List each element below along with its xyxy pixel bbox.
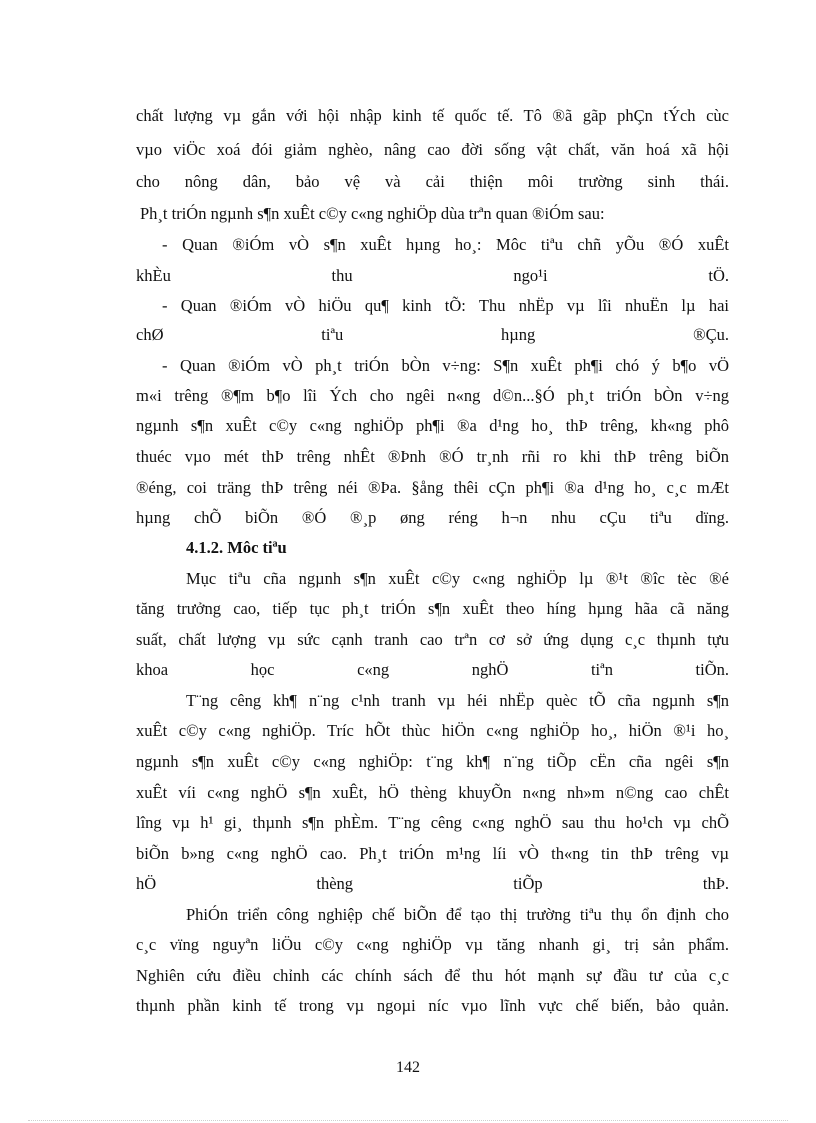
text-line: - Quan ®iÓm vÒ ph¸t triÓn bÒn v÷ng: S¶n xuÊt ph¶i chó ý b¶o vÖ — [162, 356, 729, 375]
text-line: c¸c vïng nguyªn liÖu c©y c«ng nghiÖp vµ tăng nhanh gi¸ trị sản phẩm. — [136, 935, 729, 954]
text-line: - Quan ®iÓm vÒ s¶n xuÊt hµng ho¸: Môc tiªu chñ yÕu ®Ó xuÊt — [162, 235, 729, 254]
text-line: PhiÓn triển công nghiệp chế biÕn để tạo thị trường tiªu thụ ổn định cho — [186, 905, 729, 924]
text-line: cho nông dân, bảo vệ và cải thiện môi trường sinh thái. — [136, 172, 729, 191]
text-line: lîng vµ h¹ gi¸ thµnh s¶n phÈm. T¨ng cêng c«ng nghÖ sau thu ho¹ch vµ chÕ — [136, 813, 729, 832]
text-line: khoa học c«ng nghÖ tiªn tiÕn. — [136, 660, 729, 679]
text-line: suất, chất lượng vµ sức cạnh tranh cao trªn cơ sở ứng dụng c¸c thµnh tựu — [136, 630, 729, 649]
text-line: hÖ thèng tiÕp thÞ. — [136, 874, 729, 893]
text-line: chØ tiªu hµng ®Çu. — [136, 325, 729, 344]
text-line: Ph¸t triÓn ngµnh s¶n xuÊt c©y c«ng nghiÖp dùa trªn quan ®iÓm sau: — [140, 204, 605, 223]
page-number: 142 — [396, 1059, 420, 1076]
text-line: hµng chÕ biÕn ®Ó ®¸p øng réng h¬n nhu cÇu tiªu dïng. — [136, 508, 729, 527]
text-line: biÕn b»ng c«ng nghÖ cao. Ph¸t triÓn m¹ng líi vÒ th«ng tin thÞ trêng vµ — [136, 844, 729, 863]
text-line: Nghiên cứu điều chỉnh các chính sách để thu hót mạnh sự đầu tư của c¸c — [136, 966, 729, 985]
text-line: thµnh phần kinh tế trong vµ ngoµi níc vµo lĩnh vực chế biến, bảo quản. — [136, 996, 729, 1015]
text-line: xuÊt víi c«ng nghÖ s¶n xuÊt, hÖ thèng khuyÕn n«ng nh»m n©ng cao chÊt — [136, 783, 729, 802]
section-heading: 4.1.2. Môc tiªu — [186, 538, 287, 557]
text-line: T¨ng cêng kh¶ n¨ng c¹nh tranh vµ héi nhËp quèc tÕ cña ngµnh s¶n — [186, 691, 729, 710]
text-line: thuéc vµo mét thÞ trêng nhÊt ®Þnh ®Ó tr¸nh rñi ro khi thÞ trêng biÕn — [136, 447, 729, 466]
page-bottom-divider — [28, 1120, 788, 1121]
text-line: tăng trưởng cao, tiếp tục ph¸t triÓn s¶n xuÊt theo híng hµng hãa cã năng — [136, 599, 729, 618]
text-line: Mục tiªu cña ngµnh s¶n xuÊt c©y c«ng nghiÖp lµ ®¹t ®îc tèc ®é — [186, 569, 729, 588]
text-line: ngµnh s¶n xuÊt c©y c«ng nghiÖp: t¨ng kh¶ n¨ng tiÕp cËn cña ngêi s¶n — [136, 752, 729, 771]
text-line: m«i trêng ®¶m b¶o lîi Ých cho ngêi n«ng d©n...§Ó ph¸t triÓn bÒn v÷ng — [136, 386, 729, 405]
text-line: vµo viÖc xoá đói giảm nghèo, nâng cao đời sống vật chất, văn hoá xã hội — [136, 140, 729, 159]
text-line: xuÊt c©y c«ng nghiÖp. Tríc hÕt thùc hiÖn c«ng nghiÖp ho¸, hiÖn ®¹i ho¸ — [136, 721, 729, 740]
text-line: khÈu thu ngo¹i tÖ. — [136, 266, 729, 285]
text-line: chất lượng vµ gắn với hội nhập kinh tế quốc tế. Tô ®ã gãp phÇn tÝch cùc — [136, 106, 729, 125]
text-line: - Quan ®iÓm vÒ hiÖu qu¶ kinh tÕ: Thu nhËp vµ lîi nhuËn lµ hai — [162, 296, 729, 315]
text-line: ngµnh s¶n xuÊt c©y c«ng nghiÖp ph¶i ®a d¹ng ho¸ thÞ trêng, kh«ng phô — [136, 416, 729, 435]
text-line: ®éng, coi träng thÞ trêng néi ®Þa. §ång thêi cÇn ph¶i ®a d¹ng ho¸ c¸c mÆt — [136, 478, 729, 497]
